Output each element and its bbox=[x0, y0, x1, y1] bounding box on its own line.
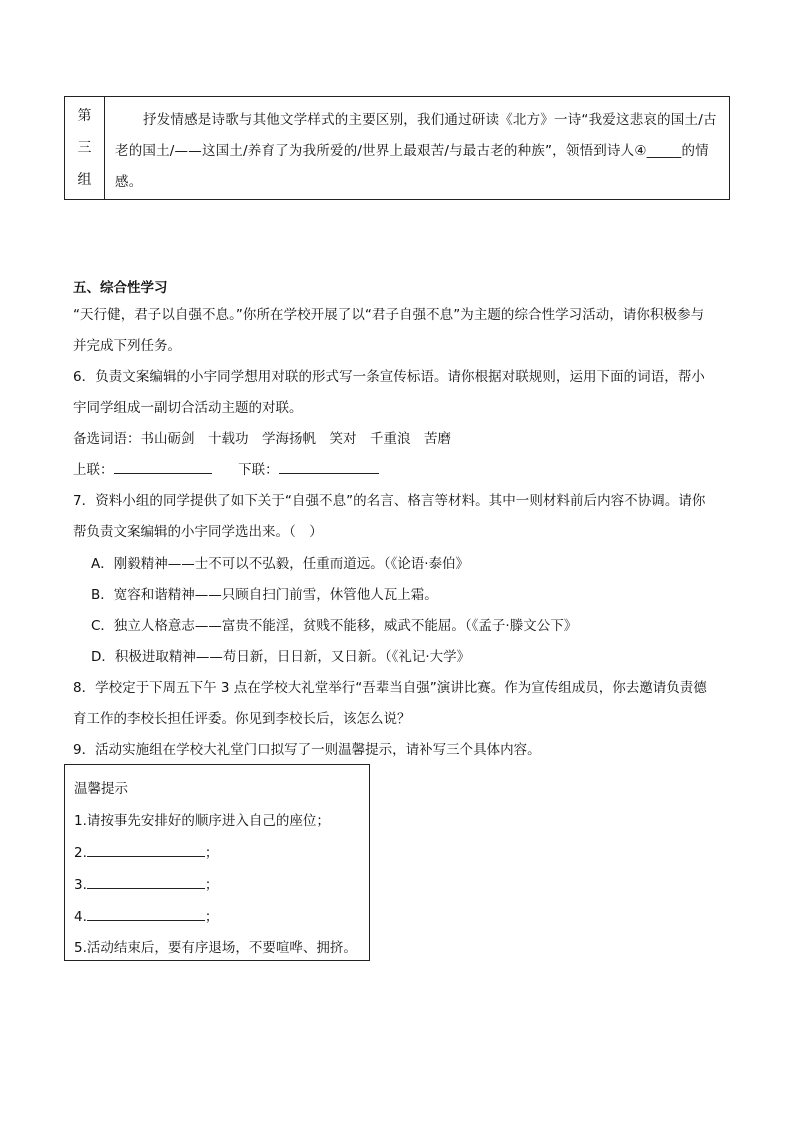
lower-couplet-label: 下联： bbox=[238, 462, 279, 478]
option-d: D．积极进取精神——苟日新，日日新，又日新。（《礼记·大学》 bbox=[91, 649, 471, 665]
group-label-char: 三 bbox=[77, 140, 92, 156]
group-label-char: 组 bbox=[77, 172, 92, 188]
tips-item-5: 5.活动结束后，要有序退场，不要喧哗、拥挤。 bbox=[74, 940, 357, 956]
candidate-words: 备选词语：书山砺剑 十载功 学海扬帆 笑对 千重浪 苦磨 bbox=[73, 431, 451, 447]
tips-item-number: 2. bbox=[74, 845, 87, 861]
upper-couplet-blank[interactable] bbox=[114, 461, 212, 474]
question-9-text: 9．活动实施组在学校大礼堂门口拟写了一则温馨提示，请补写三个具体内容。 bbox=[73, 742, 541, 758]
option-a: A．刚毅精神——士不可以不弘毅，任重而道远。（《论语·泰伯》 bbox=[91, 556, 470, 572]
question-6-text: 宇同学组成一副切合活动主题的对联。 bbox=[73, 400, 303, 416]
tips-item-1: 1.请按事先安排好的顺序进入自己的座位； bbox=[74, 813, 330, 829]
group-content-cell: 抒发情感是诗歌与其他文学样式的主要区别，我们通过研读《北方》一诗“我爱这悲哀的国土/古老的国土/——这国土/养育了为我所爱的/世界上最艰苦/与最古老的种族”，领悟到诗人④_____的情感。 bbox=[115, 112, 717, 190]
tips-item-number: 4. bbox=[74, 909, 87, 925]
question-8-text: 育工作的李校长担任评委。你见到李校长后，该怎么说？ bbox=[73, 711, 411, 727]
question-7-text: 帮负责文案编辑的小宇同学选出来。（ ） bbox=[73, 524, 323, 540]
tips-title: 温馨提示 bbox=[74, 781, 128, 797]
tips-item-4-blank[interactable] bbox=[87, 908, 205, 921]
tips-item-4 bbox=[74, 905, 218, 925]
tips-blank-end: ； bbox=[204, 877, 219, 893]
warm-tips-box bbox=[64, 764, 370, 961]
question-6-text: 6．负责文案编辑的小宇同学想用对联的形式写一条宣传标语。请你根据对联规则，运用下面的词语，帮小 bbox=[73, 369, 705, 385]
group-label-cell bbox=[65, 97, 105, 199]
tips-item-3 bbox=[74, 873, 218, 893]
couplet-answer-line bbox=[73, 458, 379, 478]
upper-couplet-label: 上联： bbox=[73, 462, 114, 478]
option-c: C．独立人格意志——富贵不能淫，贫贱不能移，威武不能屈。（《孟子·滕文公下》 bbox=[91, 618, 578, 634]
section-heading: 五、综合性学习 bbox=[73, 280, 168, 296]
tips-item-2-blank[interactable] bbox=[87, 844, 205, 857]
option-b: B．宽容和谐精神——只顾自扫门前雪，休管他人瓦上霜。 bbox=[91, 587, 438, 603]
tips-blank-end: ； bbox=[204, 845, 219, 861]
tips-item-2 bbox=[74, 841, 218, 861]
group-label-char: 第 bbox=[77, 108, 92, 124]
lower-couplet-blank[interactable] bbox=[279, 461, 379, 474]
intro-line: “天行健，君子以自强不息。”你所在学校开展了以“君子自强不息”为主题的综合性学习活动，请你积极参与 bbox=[73, 307, 705, 323]
group-three-table bbox=[64, 96, 730, 200]
tips-item-number: 3. bbox=[74, 877, 87, 893]
tips-item-3-blank[interactable] bbox=[87, 876, 205, 889]
intro-line: 并完成下列任务。 bbox=[73, 338, 181, 354]
question-8-text: 8．学校定于下周五下午 3 点在学校大礼堂举行“吾辈当自强”演讲比赛。作为宣传组成员，你去邀请负责德 bbox=[73, 680, 707, 696]
tips-blank-end: ； bbox=[204, 909, 219, 925]
question-7-text: 7．资料小组的同学提供了如下关于“自强不息”的名言、格言等材料。其中一则材料前后内容不协调。请你 bbox=[73, 493, 706, 509]
